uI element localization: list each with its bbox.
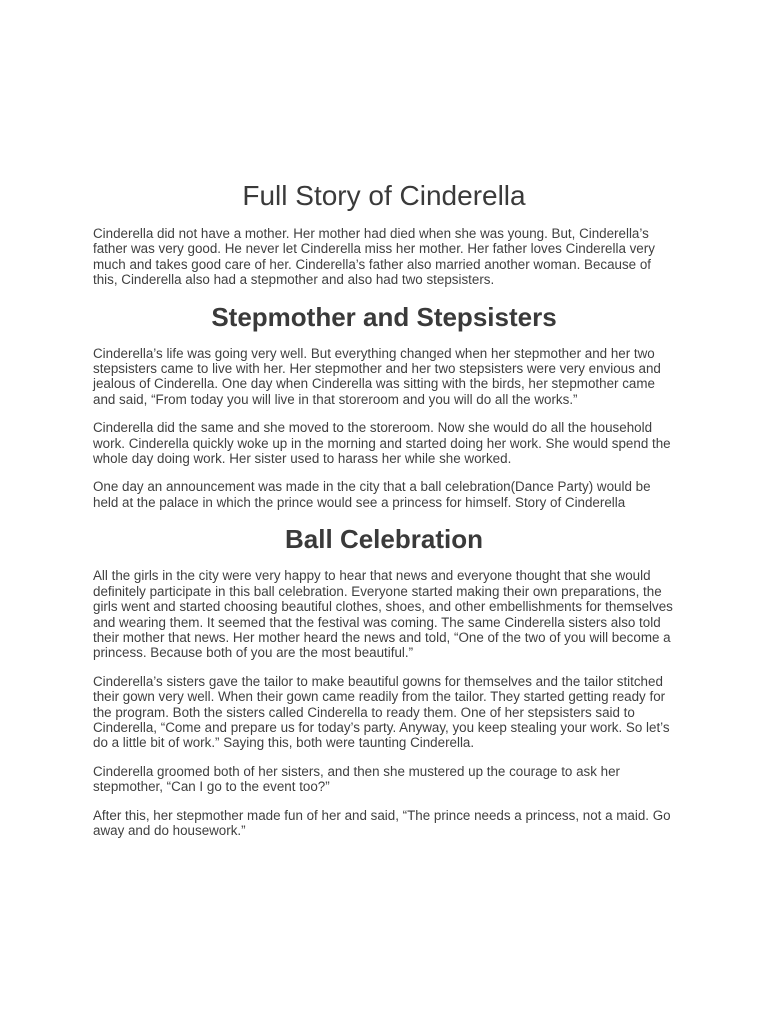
document-title: Full Story of Cinderella: [242, 180, 526, 211]
section-paragraph: Cinderella’s life was going very well. But everything changed when her stepmother and her two stepsisters came to live with her. Her stepmother and her two stepsisters were very envious and jealous of Cinderella. One day when Cinderella was sitting with the birds, her stepmother came and said, “From today you will live in that storeroom and you will do all the works.”: [93, 345, 661, 407]
section-paragraph: Cinderella groomed both of her sisters, and then she mustered up the courage to ask her stepmother, “Can I go to the event too?”: [93, 763, 621, 795]
intro-paragraph: Cinderella did not have a mother. Her mother had died when she was young. But, Cinderella’s father was very good. He never let Cinderella miss her mother. Her father loves Cinderella very much and takes good care of her. Cinderella’s father also married another woman. Because of this, Cinderella also had a stepmother and also had two stepsisters.: [93, 226, 655, 288]
section-paragraph: One day an announcement was made in the city that a ball celebration(Dance Party) would be held at the palace in which the prince would see a princess for himself. Story of Cinderella: [93, 479, 651, 510]
section-paragraph: All the girls in the city were very happy to hear that news and everyone thought that she would definitely participate in this ball celebration. Everyone started making their own preparations, the girls went and started choosing beautiful clothes, shoes, and other embellishments for themselves and wearing them. It seemed that the festival was coming. The same Cinderella sisters also told their mother that news. Her mother heard the news and told, “One of the two of you will become a princess. Because both of you are the most beautiful.”: [93, 568, 673, 661]
section-heading-stepmother: Stepmother and Stepsisters: [211, 301, 557, 332]
document-page: [93, 178, 675, 851]
section-heading-ball-celebration: Ball Celebration: [285, 524, 483, 555]
section-paragraph: After this, her stepmother made fun of her and said, “The prince needs a princess, not a maid. Go away and do housework.”: [93, 807, 671, 838]
section-paragraph: Cinderella did the same and she moved to the storeroom. Now she would do all the household work. Cinderella quickly woke up in the morning and started doing her work. She would spend the whole day doing work. Her sister used to harass her while she worked.: [93, 420, 671, 467]
section-paragraph: Cinderella’s sisters gave the tailor to make beautiful gowns for themselves and the tailor stitched their gown very well. When their gown came readily from the tailor. They started getting ready for the program. Both the sisters called Cinderella to ready them. One of her stepsisters said to Cinderella, “Come and prepare us for today’s party. Anyway, you keep stealing your work. So let’s do a little bit of work.” Saying this, both were taunting Cinderella.: [93, 673, 670, 751]
